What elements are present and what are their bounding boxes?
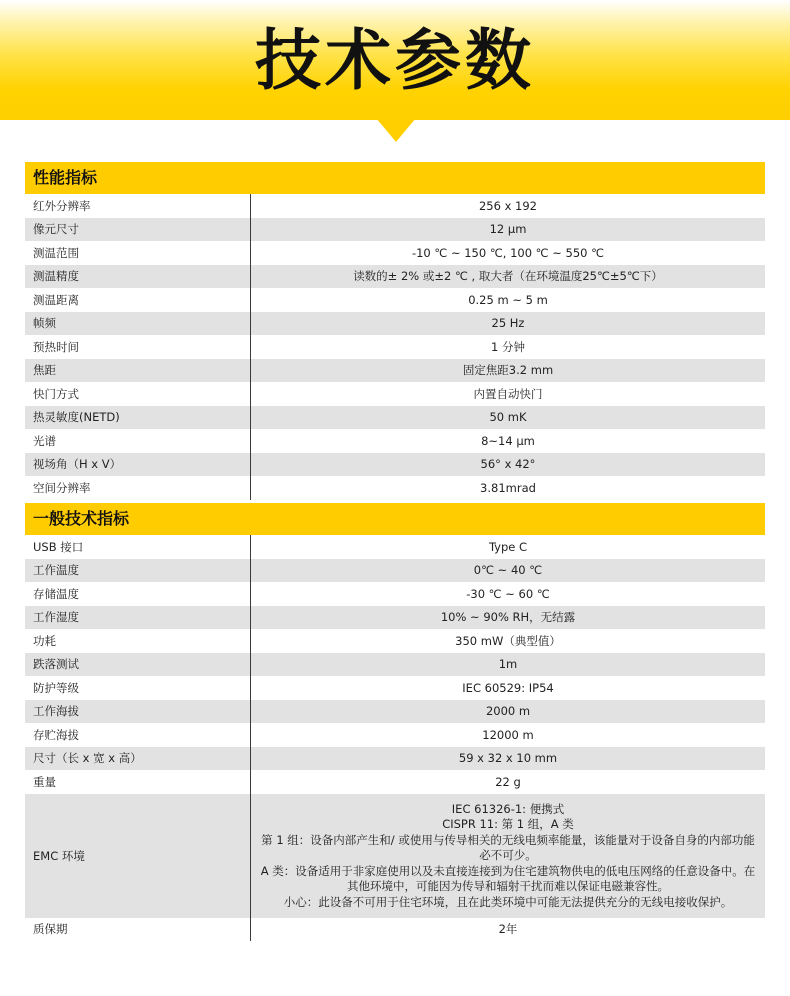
spec-label: 光谱 — [25, 429, 251, 453]
table-row — [25, 335, 765, 359]
spec-value: 22 g — [495, 774, 521, 789]
table-row — [25, 429, 765, 453]
spec-value-emc — [251, 794, 765, 918]
spec-value: 0.25 m ~ 5 m — [468, 292, 548, 307]
spec-value: 12 μm — [489, 222, 527, 237]
general-specs-table — [25, 503, 765, 941]
spec-value: 0℃ ~ 40 ℃ — [473, 563, 543, 578]
spec-label: 跌落测试 — [25, 653, 251, 677]
table-row — [25, 453, 765, 477]
spec-value: 10% ~ 90% RH，无结露 — [440, 610, 576, 625]
spec-value: -10 ℃ ~ 150 ℃, 100 ℃ ~ 550 ℃ — [411, 245, 605, 260]
table-row — [25, 312, 765, 336]
spec-label: 存贮海拔 — [25, 723, 251, 747]
spec-label: 工作湿度 — [25, 606, 251, 630]
spec-value: 8~14 μm — [481, 433, 535, 448]
emc-line: 第 1 组：设备内部产生和/ 或使用与传导相关的无线电频率能量，该能量对于设备自身的内部功能必不可少。 — [261, 832, 755, 862]
table-row — [25, 288, 765, 312]
spec-value: 50 mK — [489, 410, 527, 425]
spec-label: 像元尺寸 — [25, 218, 251, 242]
spec-label: 预热时间 — [25, 335, 251, 359]
spec-value: 2年 — [498, 922, 518, 937]
spec-label: 焦距 — [25, 359, 251, 383]
spec-value: 256 x 192 — [478, 198, 538, 213]
spec-label: 工作温度 — [25, 559, 251, 583]
spec-label: 防护等级 — [25, 676, 251, 700]
table-row — [25, 918, 765, 942]
spec-label: 红外分辨率 — [25, 194, 251, 218]
spec-label: 尺寸（长 x 宽 x 高） — [25, 747, 251, 771]
emc-line: IEC 61326-1: 便携式 — [451, 801, 565, 816]
performance-specs-table — [25, 162, 765, 500]
table-row — [25, 265, 765, 289]
spec-label: 工作海拔 — [25, 700, 251, 724]
spec-value: 读数的± 2% 或±2 ℃ , 取大者（在环境温度25℃±5℃下） — [353, 269, 663, 284]
spec-label: USB 接口 — [25, 535, 251, 559]
title-banner — [0, 0, 790, 120]
spec-value: 内置自动快门 — [473, 386, 543, 401]
table-row — [25, 406, 765, 430]
section-header-general: 一般技术指标 — [25, 503, 765, 535]
table-row — [25, 382, 765, 406]
table-row — [25, 582, 765, 606]
table-row — [25, 629, 765, 653]
emc-line: CISPR 11: 第 1 组，A 类 — [442, 817, 574, 831]
spec-value: 25 Hz — [491, 316, 525, 331]
table-row — [25, 770, 765, 794]
spec-value: 350 mW（典型值） — [455, 633, 561, 648]
spec-label: 质保期 — [25, 918, 251, 942]
page-title: 技术参数 — [255, 22, 535, 99]
spec-label: 帧频 — [25, 312, 251, 336]
spec-label: 测温距离 — [25, 288, 251, 312]
spec-label: 功耗 — [25, 629, 251, 653]
table-row — [25, 535, 765, 559]
spec-label: 空间分辨率 — [25, 476, 251, 500]
spec-value: 2000 m — [485, 704, 531, 719]
emc-line: A 类：设备适用于非家庭使用以及未直接连接到为住宅建筑物供电的低电压网络的任意设备中。在其他环境中，可能因为传导和辐射干扰而难以保证电磁兼容性。 — [260, 863, 756, 893]
table-row — [25, 359, 765, 383]
spec-value: 1m — [498, 657, 518, 672]
table-row — [25, 559, 765, 583]
spec-value: -30 ℃ ~ 60 ℃ — [466, 586, 550, 601]
section-header-performance: 性能指标 — [25, 162, 765, 194]
table-row — [25, 241, 765, 265]
spec-label: 重量 — [25, 770, 251, 794]
table-row — [25, 653, 765, 677]
spec-value: 固定焦距3.2 mm — [462, 363, 554, 378]
spec-value: 56° x 42° — [480, 457, 536, 472]
spec-label: 热灵敏度(NETD) — [25, 406, 251, 430]
banner-down-arrow-icon — [376, 118, 416, 142]
spec-value: Type C — [488, 539, 528, 554]
spec-label: EMC 环境 — [25, 794, 251, 918]
table-row — [25, 747, 765, 771]
table-row — [25, 676, 765, 700]
spec-value: IEC 60529: IP54 — [462, 680, 554, 695]
table-row — [25, 700, 765, 724]
table-row — [25, 218, 765, 242]
spec-value: 59 x 32 x 10 mm — [458, 751, 558, 766]
spec-label: 视场角（H x V） — [25, 453, 251, 477]
table-row — [25, 476, 765, 500]
spec-value: 1 分钟 — [491, 339, 525, 354]
table-row — [25, 194, 765, 218]
spec-label: 存储温度 — [25, 582, 251, 606]
spec-label: 快门方式 — [25, 382, 251, 406]
emc-line: 小心：此设备不可用于住宅环境，且在此类环境中可能无法提供充分的无线电接收保护。 — [283, 894, 733, 909]
spec-label: 测温精度 — [25, 265, 251, 289]
spec-value: 12000 m — [482, 727, 534, 742]
table-row — [25, 723, 765, 747]
table-row-emc — [25, 794, 765, 918]
spec-value: 3.81mrad — [480, 480, 536, 495]
spec-label: 测温范围 — [25, 241, 251, 265]
table-row — [25, 606, 765, 630]
